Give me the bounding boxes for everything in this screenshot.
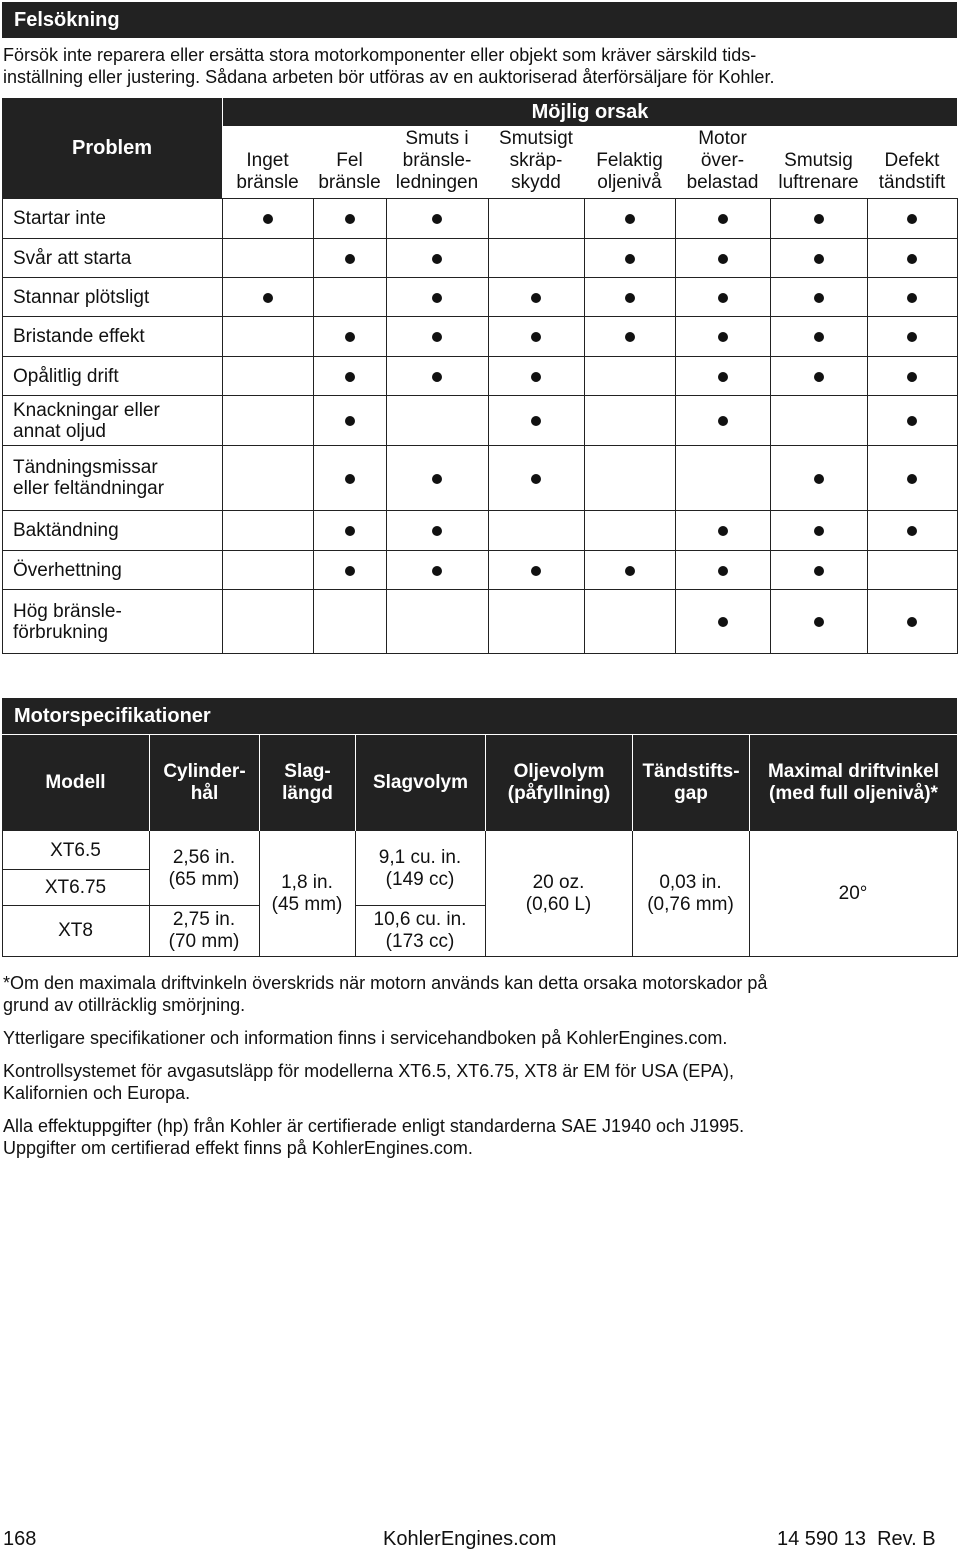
problem-label [13,317,145,356]
spec-column-header [486,735,632,831]
cause-label [499,128,573,194]
text-line: Inget [246,150,289,171]
model-cell [2,832,149,869]
problem-label [13,357,119,395]
text-line: bränsle [318,172,381,193]
text-line: eller feltändningar [13,478,165,499]
header-divider [355,735,356,831]
notes [3,972,958,1159]
cause-column-header [770,128,867,194]
spec-column-header [633,735,749,831]
column-divider [386,198,387,654]
text-line: (173 cc) [385,931,455,952]
model-name: XT6.75 [44,876,107,898]
problem-label [13,239,131,277]
cause-mark-dot [718,526,728,536]
specs-title-bar [2,698,957,734]
specs-title: Motorspecifikationer [14,704,211,727]
row-divider [2,550,957,551]
text-line: Opålitlig drift [13,365,119,387]
text-line: 10,6 cu. in. [373,909,467,930]
cause-mark-dot [531,372,541,382]
text-line: bränsle [236,172,299,193]
text-line: (149 cc) [385,868,455,890]
header-divider [749,735,750,831]
cause-mark-dot [814,293,824,303]
cause-label [879,150,946,194]
text-line: över- [700,150,745,171]
row-divider [2,653,957,654]
spec-column-header [150,735,259,831]
text-line: luftrenare [778,172,859,193]
footer-docnum: 14 590 13 Rev. B [777,1528,936,1550]
text-line: Smutsigt [499,128,573,149]
text-line: skydd [511,172,561,193]
text-line: 0,03 in. [659,872,722,893]
displacement-cell [355,832,485,905]
cause-mark-dot [263,293,273,303]
column-divider [488,198,489,654]
cause-mark-dot [625,566,635,576]
cause-mark-dot [432,474,442,484]
cause-mark-dot [625,332,635,342]
header-divider [485,735,486,831]
spec-column-header [750,735,957,831]
spec-bottom-border [2,956,957,957]
cause-column-header [584,128,675,194]
cause-mark-dot [907,293,917,303]
spec-column-header [356,735,485,831]
note: Alla effektuppgifter (hp) från Kohler är certifierade enligt standarderna SAE J1940 och J1995. Uppgifter om certifierad effekt finns på KohlerEngines.com. [3,1116,745,1158]
text-line: Smuts i [405,128,469,149]
text-line: (70 mm) [168,931,240,952]
cause-mark-dot [345,254,355,264]
cause-mark-dot [814,566,824,576]
text-line: tändstift [878,172,946,193]
text-line: förbrukning [13,621,109,643]
intro-line: inställning eller justering. Sådana arbeten bör utföras av en auktoriserad återförsäljare för Kohler. [3,67,775,87]
cause-mark-dot [814,214,824,224]
cause-mark-dot [814,372,824,382]
text-line: Bristande effekt [13,326,145,347]
cause-mark-dot [907,332,917,342]
cause-mark-dot [432,372,442,382]
cause-label [687,128,759,194]
cause-mark-dot [907,416,917,426]
cause-label [236,150,298,194]
column-divider [675,198,676,654]
cause-mark-dot [718,293,728,303]
cause-mark-dot [718,617,728,627]
note: Kontrollsystemet för avgasutsläpp för modellerna XT6.5, XT6.75, XT8 är EM för USA (EPA), Kalifornien och Europa. [3,1061,734,1103]
text-line: Svår att starta [13,247,132,269]
cause-mark-dot [718,332,728,342]
cause-column-header [488,128,584,194]
model-name: XT6.5 [50,839,101,861]
cause-header: Möjlig orsak [223,98,957,126]
text-line: skräp- [509,150,563,171]
text-line: 9,1 cu. in. [378,846,462,868]
cause-label [596,150,663,194]
cause-mark-dot [814,254,824,264]
cause-mark-dot [718,214,728,224]
problem-header: Problem [2,98,222,198]
bore-cell [149,906,259,956]
text-line: annat oljud [13,420,106,442]
cause-mark-dot [432,214,442,224]
text-line: 2,75 in. [172,909,236,930]
spark-gap-cell [632,832,749,956]
text-line: Knackningar eller [13,399,160,421]
cause-mark-dot [432,332,442,342]
note: *Om den maximala driftvinkeln överskrids när motorn används kan detta orsaka motorskador på grund av otillräcklig smörjning. [3,973,768,1015]
cause-mark-dot [907,214,917,224]
text-line: (påfyllning) [507,783,611,804]
text-line: 20 oz. [532,872,585,893]
cause-mark-dot [907,372,917,382]
cause-mark-dot [263,214,273,224]
cause-mark-dot [531,293,541,303]
bore-cell [149,832,259,905]
cause-mark-dot [432,566,442,576]
column-divider [957,198,958,654]
text-line: ledningen [395,172,479,193]
cause-column-header [313,128,386,194]
max-angle-cell [749,832,957,956]
text-line: (65 mm) [168,868,240,890]
header-divider [632,735,633,831]
cause-mark-dot [432,254,442,264]
text-line: Modell [45,772,106,793]
footer-site: KohlerEngines.com [383,1528,557,1550]
text-line: Tändningsmissar [13,457,158,478]
cause-mark-dot [432,526,442,536]
text-line: Slag- [284,761,331,782]
text-line: (0,76 mm) [647,894,734,915]
model-name: XT8 [58,920,93,941]
text-line: Smutsig [784,150,853,171]
problem-label [13,511,119,550]
displacement-cell [355,906,485,956]
problem-label [13,590,122,653]
problem-label [13,396,160,445]
cause-column-header [675,128,770,194]
note: Ytterligare specifikationer och information finns i servicehandboken på KohlerEngines.com. [3,1028,728,1048]
text-line: Maximal driftvinkel [767,761,940,782]
row-divider [2,198,957,199]
cause-mark-dot [432,293,442,303]
cause-mark-dot [531,416,541,426]
cause-mark-dot [814,474,824,484]
problem-label [13,199,106,238]
cause-label [318,150,380,194]
problem-label [13,446,164,510]
troubleshooting-title-bar [2,2,957,38]
text-line: Cylinder- [163,761,246,782]
text-line: bränsle- [402,150,472,171]
cause-mark-dot [625,254,635,264]
text-line: Tändstifts- [642,761,740,782]
header-divider [149,735,150,831]
problem-label [13,551,122,589]
text-line: (0,60 L) [525,894,592,915]
column-divider [770,198,771,654]
text-line: Överhettning [13,559,122,581]
row-divider [2,238,957,239]
cause-mark-dot [345,416,355,426]
text-line: gap [674,783,708,804]
troubleshooting-intro [3,44,958,88]
column-divider [584,198,585,654]
row-divider [2,316,957,317]
cause-mark-dot [345,474,355,484]
text-line: Slagvolym [372,772,469,793]
model-cell [2,870,149,905]
cause-mark-dot [345,526,355,536]
cause-mark-dot [718,566,728,576]
cause-mark-dot [718,416,728,426]
column-divider [313,198,314,654]
text-line: (45 mm) [271,894,343,915]
cause-mark-dot [625,214,635,224]
row-divider [2,356,957,357]
text-line: belastad [686,172,759,193]
page-number: 168 [3,1528,37,1550]
text-line: Felaktig [596,150,663,171]
text-line: Startar inte [13,208,106,229]
cause-mark-dot [907,617,917,627]
text-line: Hög bränsle- [13,600,122,622]
model-cell [2,906,149,956]
cause-mark-dot [907,254,917,264]
cause-label [396,128,478,194]
cause-mark-dot [345,372,355,382]
cause-column-header [222,128,313,194]
row-divider [2,589,957,590]
row-divider [2,510,957,511]
text-line: Fel [336,150,363,171]
text-line: Defekt [884,150,940,171]
cause-mark-dot [907,474,917,484]
text-line: (med full oljenivå)* [769,783,938,804]
text-line: Oljevolym [513,761,605,782]
oil-volume-cell [485,832,632,956]
spec-column-divider [957,831,958,957]
text-line: Baktändning [13,520,119,541]
header-divider [259,735,260,831]
text-line: 2,56 in. [172,846,236,868]
cause-column-header [386,128,488,194]
text-line: hål [190,783,219,804]
column-divider [867,198,868,654]
stroke-cell [259,832,355,956]
spec-column-header [2,735,149,831]
intro-line: Försök inte reparera eller ersätta stora motorkomponenter eller objekt som kräver särskild tids- [3,45,757,65]
text-line: 1,8 in. [281,872,333,893]
cause-mark-dot [718,254,728,264]
cause-mark-dot [531,332,541,342]
cause-mark-dot [718,372,728,382]
specs-table [2,735,957,957]
text-line: oljenivå [597,172,662,193]
cause-column-header [867,128,957,194]
cause-mark-dot [531,566,541,576]
troubleshooting-table [2,98,957,653]
cause-mark-dot [531,474,541,484]
cause-mark-dot [814,526,824,536]
text-line: längd [282,783,333,804]
spec-column-header [260,735,355,831]
troubleshooting-title: Felsökning [14,8,120,31]
cause-label [778,150,858,194]
problem-label [13,278,149,316]
cause-mark-dot [814,617,824,627]
column-divider [222,198,223,654]
cause-mark-dot [345,214,355,224]
text-line: Motor [698,128,747,149]
max-angle-value: 20° [838,883,868,904]
cause-mark-dot [625,293,635,303]
cause-mark-dot [814,332,824,342]
cause-mark-dot [907,526,917,536]
cause-mark-dot [345,566,355,576]
text-line: Stannar plötsligt [13,286,150,308]
column-divider [2,198,3,654]
cause-mark-dot [345,332,355,342]
